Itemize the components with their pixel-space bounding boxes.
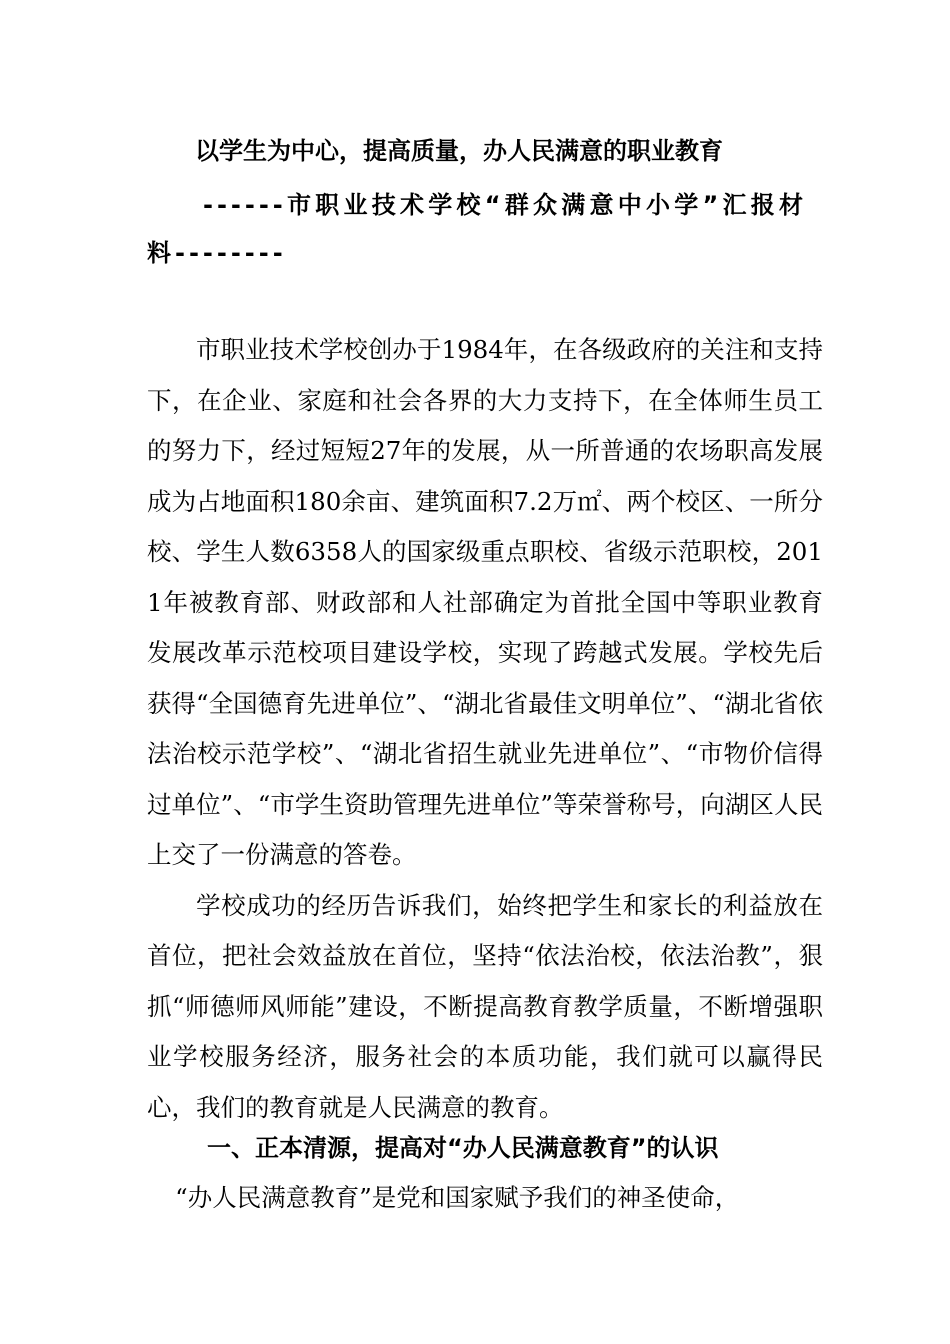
body-paragraph-3: “办人民满意教育”是党和国家赋予我们的神圣使命， [175, 1183, 740, 1212]
body-paragraph-1: 市职业技术学校创办于1984年，在各级政府的关注和支持下，在企业、家庭和社会各界的大力支持下，在全体师生员工的努力下，经过短短27年的发展，从一所普通的农场职高发展成为占地面积180余亩、建筑面积7.2万㎡、两个校区、一所分校、学生人数6358人的国家级重点职校、省级示范职校，2011年被教育部、财政部和人社部确定为首批全国中等职业教育发展改革示范校项目建设学校，实现了跨越式发展。学校先后获得“全国德育先进单位”、“湖北省最佳文明单位”、“湖北省依法治校示范学校”、“湖北省招生就业先进单位”、“市物价信得过单位”、“市学生资助管理先进单位”等荣誉称号，向湖区人民上交了一份满意的答卷。 [147, 335, 823, 869]
document-body [147, 325, 823, 1133]
section-heading-1: 一、正本清源，提高对“办人民满意教育”的认识 [207, 1134, 719, 1162]
document-subtitle: ------市职业技术学校“群众满意中小学”汇报材料-------- [147, 191, 807, 267]
document-title: 以学生为中心，提高质量，办人民满意的职业教育 [195, 137, 723, 165]
body-paragraph-2: 学校成功的经历告诉我们，始终把学生和家长的利益放在首位，把社会效益放在首位，坚持“依法治校，依法治教”，狠抓“师德师风师能”建设，不断提高教育教学质量，不断增强职业学校服务经济，服务社会的本质功能，我们就可以赢得民心，我们的教育就是人民满意的教育。 [147, 890, 823, 1122]
